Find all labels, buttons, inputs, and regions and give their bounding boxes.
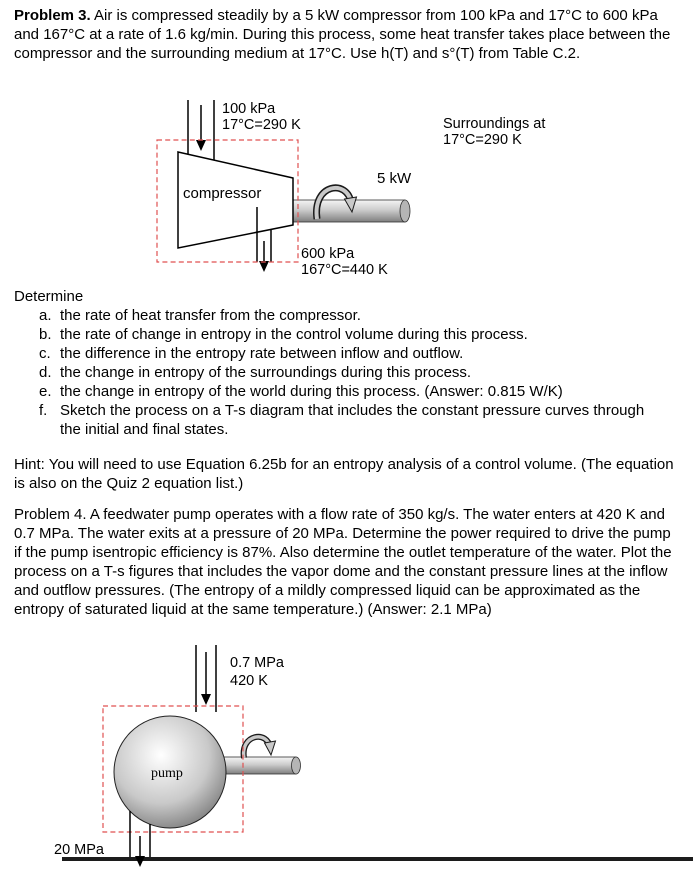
outlet-pressure-label: 600 kPa — [301, 246, 355, 262]
list-item-f — [39, 401, 654, 439]
determine-heading: Determine — [14, 288, 84, 305]
problem4-statement — [14, 505, 682, 619]
inlet-pressure-label: 0.7 MPa — [230, 655, 284, 671]
page-edge-rule — [62, 857, 693, 861]
list-item-d — [39, 363, 654, 382]
pump-diagram — [0, 640, 693, 869]
outlet-temp-label: 167°C=440 K — [301, 262, 388, 278]
list-item-text: the rate of change in entropy in the control volume during this process. — [60, 326, 528, 343]
inlet-flow-arrowhead — [201, 694, 211, 705]
list-item-letter: b. — [39, 326, 52, 343]
list-item-text: the change in entropy of the world during this process. (Answer: 0.815 W/K) — [60, 383, 563, 400]
list-item-b — [39, 325, 654, 344]
pump-label: pump — [151, 766, 183, 781]
outlet-flow-arrowhead — [135, 856, 145, 867]
list-item-letter: d. — [39, 364, 52, 381]
inlet-pressure-label: 100 kPa — [222, 101, 276, 117]
problem3-text: Air is compressed steadily by a 5 kW compressor from 100 kPa and 17°C to 600 kPa and 167°C at a rate of 1.6 kg/min. During this process, some heat transfer takes place between the compressor and the surrounding medium at 17°C. Use h(T) and s°(T) from Table C.2. — [14, 7, 671, 62]
pump-shaft-end-cap — [292, 757, 301, 774]
pump-shaft — [220, 757, 296, 774]
outlet-flow-arrowhead — [259, 261, 269, 272]
problem3-statement — [14, 6, 680, 63]
list-item-text: the difference in the entropy rate between inflow and outflow. — [60, 345, 464, 362]
compressor-shaft-end-cap — [400, 200, 410, 222]
list-item-e — [39, 382, 654, 401]
inlet-pipe — [188, 100, 214, 160]
rotation-arrow — [244, 737, 276, 758]
list-item-text: the rate of heat transfer from the compressor. — [60, 307, 361, 324]
compressor-diagram — [0, 95, 693, 290]
inlet-flow-arrowhead — [196, 140, 206, 151]
hint-paragraph: Hint: You will need to use Equation 6.25b for an entropy analysis of a control volume. (The equation is also on the Quiz 2 equation list.) — [14, 456, 674, 492]
problem3-label: Problem 3. — [14, 7, 91, 24]
determine-list — [39, 306, 654, 439]
list-item-letter: f. — [39, 402, 48, 419]
inlet-temp-label: 17°C=290 K — [222, 117, 301, 133]
inlet-temp-label: 420 K — [230, 673, 268, 689]
outlet-pressure-label: 20 MPa — [54, 842, 104, 858]
problem4-text: A feedwater pump operates with a flow rate of 350 kg/s. The water enters at 420 K and 0.7 MPa. The water exits at a pressure of 20 MPa. Determine the power required to drive the pump if the pump isentropic efficiency is 87%. Also determine the outlet temperature of the water. Plot the process on a T-s figures that includes the vapor dome and the constant pressure lines at the inflow and outflow pressures. (The entropy of a mildly compressed liquid can be approximated as the entropy of saturated liquid at the same temperature.) (Answer: 2.1 MPa) — [14, 506, 672, 618]
list-item-text: the change in entropy of the surroundings during this process. — [60, 364, 472, 381]
list-item-a — [39, 306, 654, 325]
surroundings-label-2: 17°C=290 K — [443, 132, 522, 148]
list-item-letter: a. — [39, 307, 52, 324]
list-item-letter: c. — [39, 345, 51, 362]
compressor-label: compressor — [183, 185, 262, 202]
list-item-letter: e. — [39, 383, 52, 400]
surroundings-label-1: Surroundings at — [443, 116, 546, 132]
power-label: 5 kW — [377, 170, 412, 187]
problem4-label: Problem 4. — [14, 506, 87, 523]
inlet-pipe — [196, 645, 216, 712]
list-item-text: Sketch the process on a T-s diagram that includes the constant pressure curves through the initial and final states. — [60, 402, 645, 438]
list-item-c — [39, 344, 654, 363]
